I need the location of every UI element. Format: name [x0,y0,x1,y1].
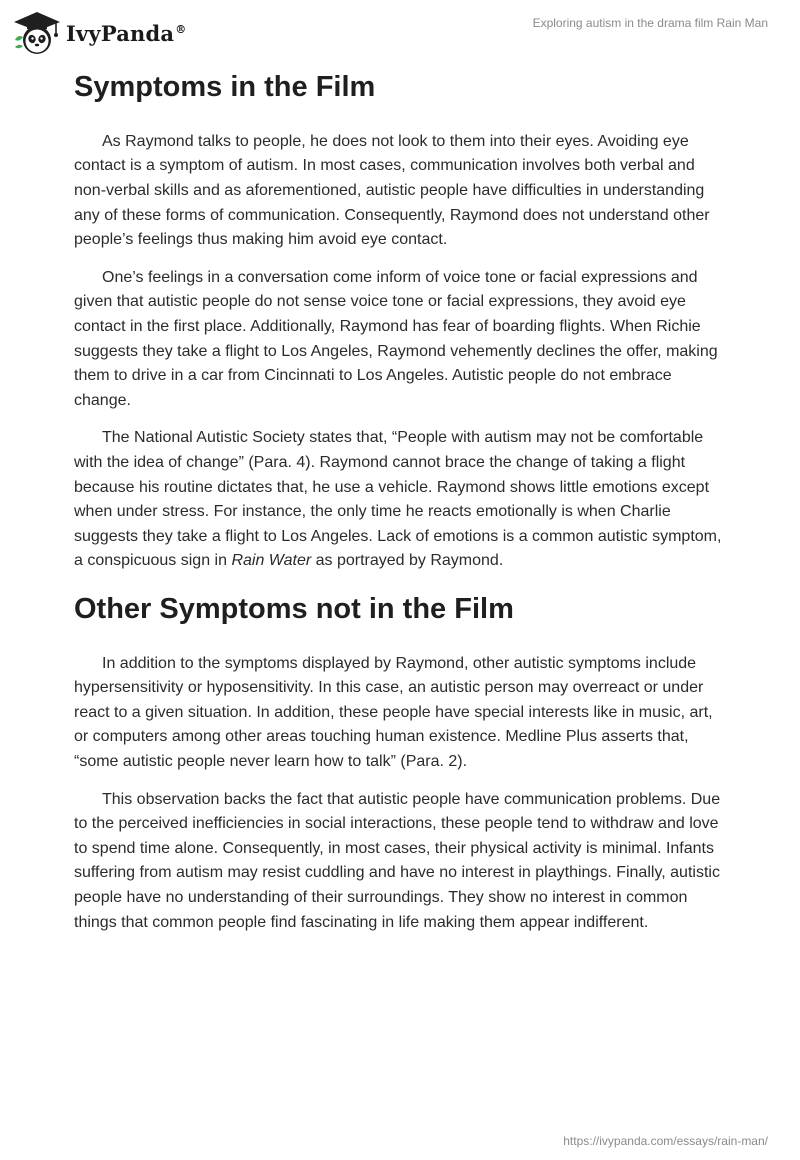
paragraph: The National Autistic Society states that, “People with autism may not be comfortable with the idea of change” (Para. 4). Raymond cannot brace the change of taking a flight because his routine dictates that, he use a vehicle. Raymond shows little emotions except when under stress. For instance, the only time he reacts emotionally is when Charlie suggests they take a flight to Los Angeles. Lack of emotions is a common autistic symptom, a conspicuous sign in Rain Water as portrayed by Raymond. [74,429,722,570]
paragraph: In addition to the symptoms displayed by Raymond, other autistic symptoms include hypersensitivity or hyposensitivity. In this case, an autistic person may overreact or under react to a given situation. In addition, these people have special interests like in music, art, or computers among other areas touching human existence. Medline Plus asserts that, “some autistic people never learn how to talk” (Para. 2). [74,654,713,771]
source-url-link[interactable]: https://ivypanda.com/essays/rain-man/ [563,1134,768,1148]
paragraph: One’s feelings in a conversation come inform of voice tone or facial expressions and given that autistic people do not sense voice tone or facial expressions, they avoid eye contact in the first place. Additionally, Raymond has fear of boarding flights. When Richie suggests they take a flight to Los Angeles, Raymond vehemently declines the offer, making them to drive in a car from Cincinnati to Los Angeles. Autistic people do not embrace change. [74,268,718,409]
registered-mark: ® [175,22,187,36]
paragraph: As Raymond talks to people, he does not look to them into their eyes. Avoiding eye contact is a symptom of autism. In most cases, communication involves both verbal and non-verbal skills and as aforementioned, autistic people have difficulties in understanding any of these forms of communication. Consequently, Raymond does not understand other people’s feelings thus making him avoid eye contact. [74,132,710,249]
article-body [74,70,726,948]
brand-logo[interactable] [12,10,186,56]
brand-name: IvyPanda® [66,20,187,46]
paragraph: This observation backs the fact that autistic people have communication problems. Due to the perceived inefficiencies in social interactions, these people tend to withdraw and love to spend time alone. Consequently, in most cases, their physical activity is minimal. Infants suffering from autism may resist cuddling and have no interest in playthings. Finally, autistic people have no understanding of their surroundings. They show no interest in common things that common people find fascinating in life making them appear indifferent. [74,790,721,931]
panda-graduate-icon [12,10,62,56]
section-heading-other-symptoms: Other Symptoms not in the Film [74,592,514,625]
film-title-italic: Rain Water [231,552,312,570]
document-title: Exploring autism in the drama film Rain Man [532,16,768,30]
section-heading-symptoms: Symptoms in the Film [74,71,376,103]
